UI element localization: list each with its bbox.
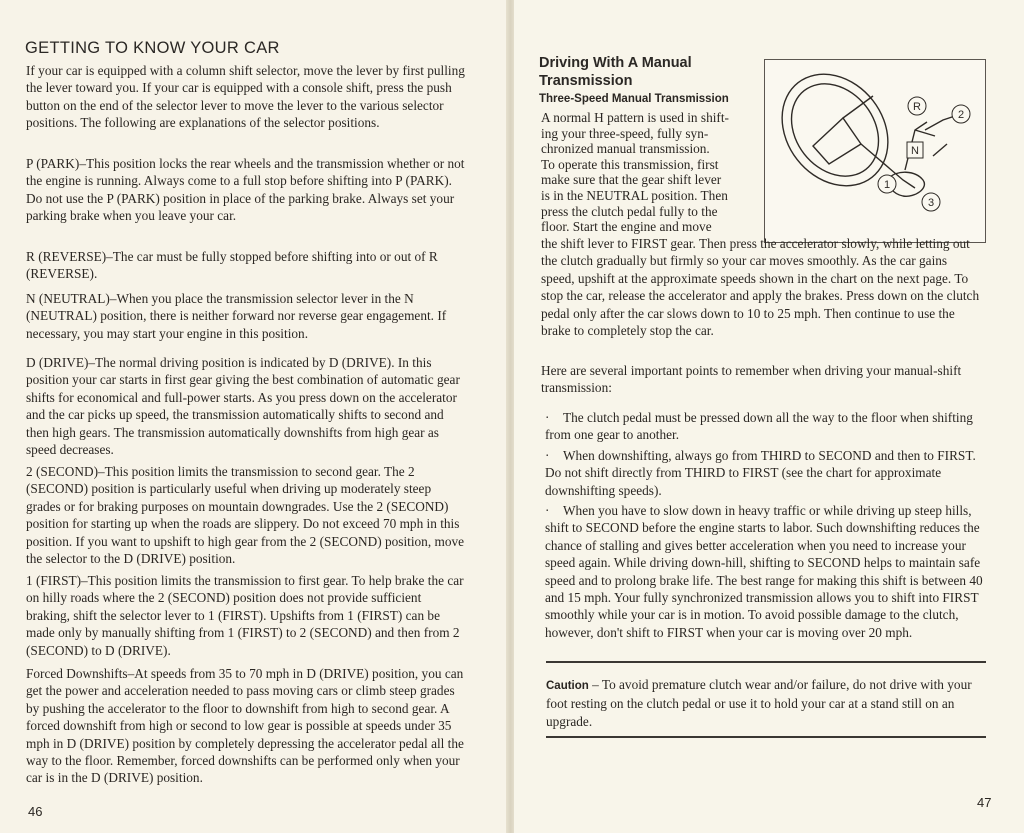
paragraph-forced-downshifts: Forced Downshifts–At speeds from 35 to 70 mph in D (DRIVE) position, you can get the power and acceleration needed to pass moving cars or climb steep grades by pushing the accelerator to the floor to downshift from high to second gear. A forced downshift from high or second to low gear is possible at speeds under 35 mph in D (DRIVE) position by completely depressing the accelerator pedal all the way to the floor. Remember, forced downshifts can be performed only when your car is in the D (DRIVE) position. [26, 666, 464, 786]
left-page [0, 0, 508, 833]
bullet-text: When downshifting, always go from THIRD to SECOND and then to FIRST. Do not shift directly from THIRD to FIRST (see the chart for approximate downshifting speeds). [545, 448, 976, 498]
diagram-label-n: N [911, 145, 919, 157]
bullet-item [545, 409, 985, 444]
paragraph-neutral: N (NEUTRAL)–When you place the transmission selector lever in the N (NEUTRAL) position, there is neither forward nor reverse gear engagement. If necessary, you may start your engine in this position. [26, 291, 447, 341]
gear-shift-diagram [764, 59, 986, 243]
page-number-right: 47 [977, 795, 992, 810]
diagram-label-1: 1 [883, 179, 891, 191]
diagram-label-r: R [913, 101, 921, 113]
diagram-label-2: 2 [957, 109, 965, 121]
intro-line: is in the NEUTRAL position. Then [541, 187, 728, 203]
bullet-text: When you have to slow down in heavy traffic or while driving up steep hills, shift to SECOND before the engine starts to labor. Such downshifting reduces the chance of stalling and gives better acceleration when you need to increase your speed again. While driving down-hill, shifting to SECOND helps to maintain safe speed and to prolong brake life. The best range for making this shift is between 40 and 15 mph. Your fully synchronized transmission allows you to shift into FIRST smoothly while your car is in motion. To avoid possible damage to the clutch, however, don't shift to FIRST when your car is moving over 20 mph. [545, 503, 983, 640]
paragraph-drive: D (DRIVE)–The normal driving position is indicated by D (DRIVE). In this position your car starts in first gear giving the best combination of automatic gear shifts for economical and full-power starts. As you press down on the accelerator and the car picks up speed, the transmission automatically shifts to second and then high gears. The transmission automatically downshifts from high gear as speed decreases. [26, 355, 460, 458]
bullet-marker: · [545, 448, 550, 463]
paragraph-second: 2 (SECOND)–This position limits the transmission to second gear. The 2 (SECOND) position is particularly useful when driving up moderately steep grades or for braking purposes on mountain downgrades. Use the 2 (SECOND) position for starting up when the roads are slippery. Do not exceed 70 mph in this position. If you want to upshift to high gear from the 2 (SECOND) position, move the selector to the D (DRIVE) position. [26, 464, 465, 567]
section-subtitle: Three-Speed Manual Transmission [539, 93, 729, 105]
paragraph-points-intro: Here are several important points to remember when driving your manual-shift transmission: [541, 363, 962, 396]
intro-line: ing your three-speed, fully syn- [541, 125, 709, 141]
steering-wheel-shift-illustration [765, 60, 985, 242]
diagram-label-3: 3 [927, 197, 935, 209]
section-title: Driving With A Manual Transmission [539, 55, 692, 89]
bullet-text: The clutch pedal must be pressed down all the way to the floor when shifting from one gear to another. [545, 410, 973, 443]
paragraph-intro: If your car is equipped with a column shift selector, move the lever by first pulling the lever toward you. If your car is equipped with a console shift, press the push button on the end of the selector lever to move the lever to the various selector positions. The following are explanations of the selector positions. [26, 63, 465, 131]
paragraph-park: P (PARK)–This position locks the rear wheels and the transmission whether or not the engine is running. Always come to a full stop before shifting into P (PARK). Do not use the P (PARK) position in place of the parking brake. Always set your parking brake when you leave your car. [26, 156, 465, 224]
bullet-marker: · [545, 410, 550, 425]
bullet-item [545, 447, 985, 499]
intro-line: press the clutch pedal fully to the [541, 203, 718, 219]
caution-text: – To avoid premature clutch wear and/or failure, do not drive with your foot resting on the clutch pedal or use it to hold your car at a stand still on an upgrade. [546, 677, 972, 729]
paragraph-first: 1 (FIRST)–This position limits the transmission to first gear. To help brake the car on hilly roads where the 2 (SECOND) position does not provide sufficient braking, shift the selector lever to 1 (FIRST). Upshifts from 1 (FIRST) can be made only by manually shifting from 1 (FIRST) to 2 (SECOND) and then from 2 (SECOND) to D (DRIVE). [26, 573, 464, 658]
paragraph-operating-instructions: the shift lever to FIRST gear. Then press the accelerator slowly, while letting out the clutch gradually but firmly so your car moves smoothly. As the car gains speed, upshift at the approximate speeds shown in the chart on the next page. To stop the car, release the accelerator and apply the brakes. Press down on the clutch pedal only after the car slows down to 10 to 25 mph. Then continue to use the brake to completely stop the car. [541, 236, 980, 339]
page-number-left: 46 [28, 804, 43, 819]
intro-line: chronized manual transmission. [541, 141, 710, 157]
intro-column [541, 110, 761, 235]
section-heading: GETTING TO KNOW YOUR CAR [25, 39, 280, 57]
paragraph-reverse: R (REVERSE)–The car must be fully stopped before shifting into or out of R (REVERSE). [26, 249, 438, 282]
caution-rule-bottom [546, 736, 986, 738]
intro-line: A normal H pattern is used in shift- [541, 110, 729, 125]
intro-line: floor. Start the engine and move [541, 219, 712, 235]
caution-note [546, 676, 986, 730]
caution-rule-top [546, 661, 986, 663]
bullet-item [545, 502, 985, 641]
caution-label: Caution [546, 680, 589, 692]
intro-line: make sure that the gear shift lever [541, 172, 722, 188]
intro-line: To operate this transmission, first [541, 156, 719, 172]
bullet-marker: · [545, 503, 550, 518]
